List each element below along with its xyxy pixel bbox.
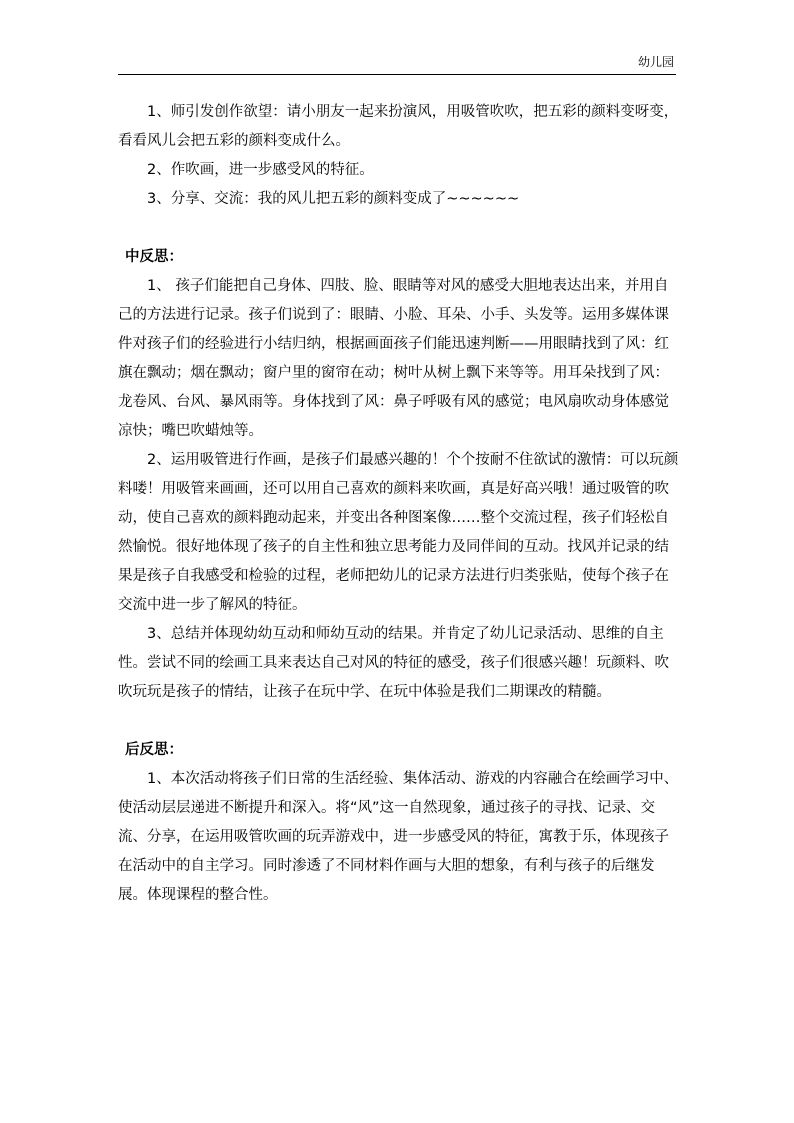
section-spacer (118, 214, 680, 243)
post-reflection-heading: 后反思： (125, 742, 183, 758)
mid-reflection-heading: 中反思： (125, 249, 183, 265)
step-paragraph-1: 1、师引发创作欲望：请小朋友一起来扮演风，用吸管吹吹，把五彩的颜料变呀变，看看风儿会把五彩的颜料变成什么。 (118, 104, 679, 149)
mid-reflection-paragraph-2: 2、运用吸管进行作画，是孩子们最感兴趣的！个个按耐不住欲试的激情：可以玩颜料喽！用吸管来画画，还可以用自己喜欢的颜料来吹画，真是好高兴哦！通过吸管的吹动，使自己喜欢的颜料跑动起来，并变出各种图案像……整个交流过程，孩子们轻松自然愉悦。很好地体现了孩子的自主性和独立思考能力及同伴间的互动。找风并记录的结果是孩子自我感受和检验的过程，老师把幼儿的记录方法进行归类张贴，使每个孩子在交流中进一步了解风的特征。 (118, 452, 679, 613)
mid-reflection-paragraph-1: 1、 孩子们能把自己身体、四肢、脸、眼睛等对风的感受大胆地表达出来，并用自己的方法进行记录。孩子们说到了：眼睛、小脸、耳朵、小手、头发等。运用多媒体课件对孩子们的经验进行小结归纳，根据画面孩子们能迅速判断——用眼睛找到了风：红旗在飘动；烟在飘动；窗户里的窗帘在动；树叶从树上飘下来等等。用耳朵找到了风：龙卷风、台风、暴风雨等。身体找到了风：鼻子呼吸有风的感觉；电风扇吹动身体感觉凉快；嘴巴吹蜡烛等。 (118, 278, 669, 439)
document-body (118, 98, 680, 910)
page-header (118, 52, 676, 75)
mid-reflection-paragraph-3: 3、总结并体现幼幼互动和师幼互动的结果。并肯定了幼儿记录活动、思维的自主性。尝试不同的绘画工具来表达自己对风的特征的感受，孩子们很感兴趣！玩颜料、吹吹玩玩是孩子的情结，让孩子在玩中学、在玩中体验是我们二期课改的精髓。 (118, 626, 669, 700)
section-spacer (118, 707, 680, 736)
step-paragraph-2: 2、作吹画，进一步感受风的特征。 (147, 162, 374, 178)
step-paragraph-3: 3、分享、交流：我的风儿把五彩的颜料变成了~~~~~~ (147, 191, 520, 207)
header-title: 幼儿园 (637, 55, 674, 69)
post-reflection-paragraph-1: 1、本次活动将孩子们日常的生活经验、集体活动、游戏的内容融合在绘画学习中、使活动层层递进不断提升和深入。将“风”这一自然现象，通过孩子的寻找、记录、交流、分享，在运用吸管吹画的玩弄游戏中，进一步感受风的特征，寓教于乐，体现孩子在活动中的自主学习。同时渗透了不同材料作画与大胆的想象，有利与孩子的后继发展。体现课程的整合性。 (118, 771, 679, 903)
